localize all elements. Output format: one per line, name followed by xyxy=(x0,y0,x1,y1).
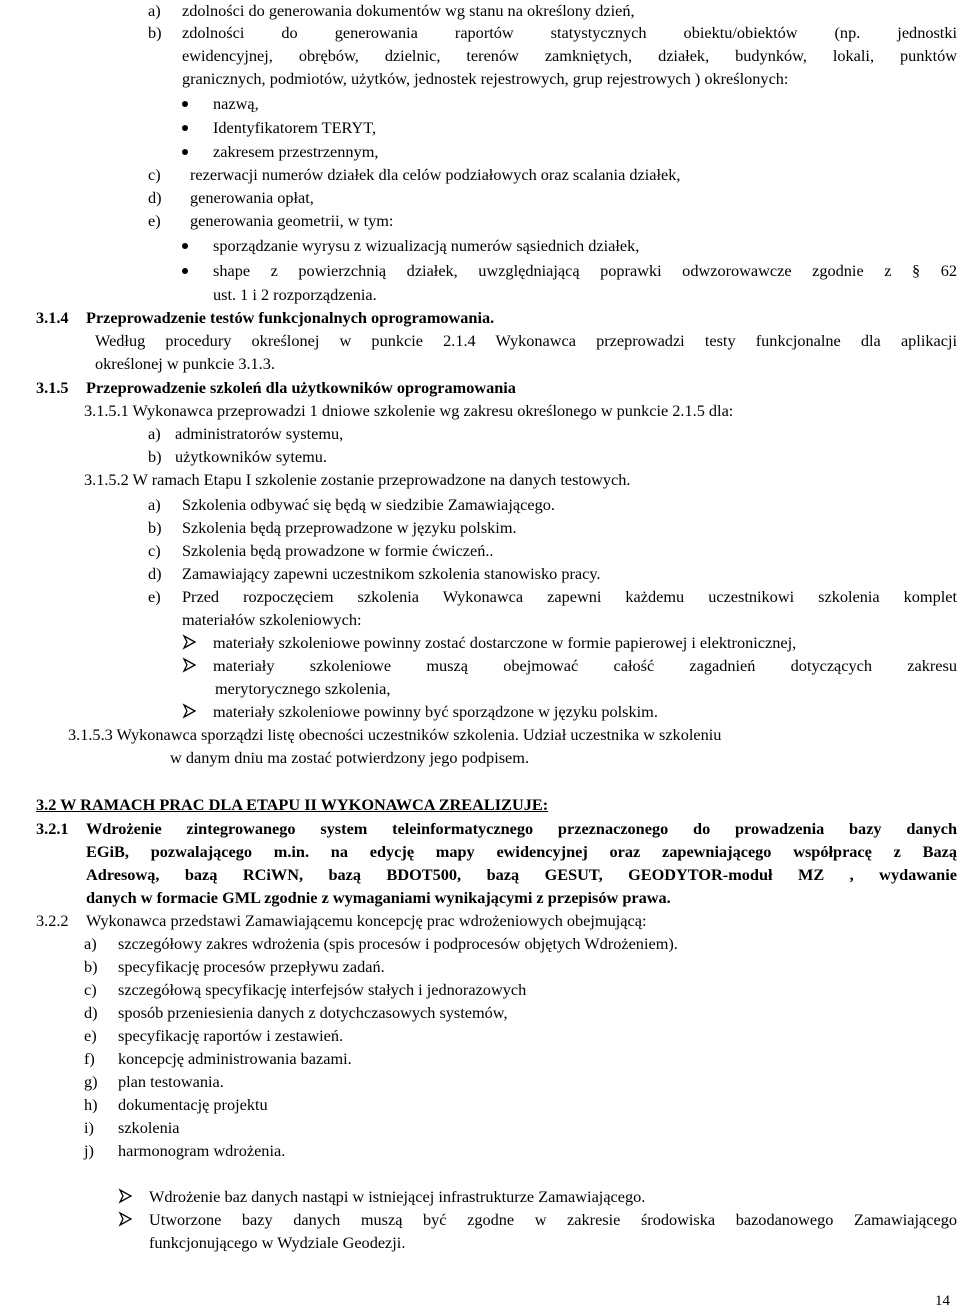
bullet-icon xyxy=(182,101,188,107)
list-item-text: szczegółowy zakres wdrożenia (spis procesów i podprocesów objętych Wdrożeniem). xyxy=(118,934,678,953)
section-number: 3.1.5 xyxy=(36,378,69,397)
list-marker: c) xyxy=(148,165,161,184)
arrow-bullet-icon xyxy=(118,1211,134,1227)
list-marker: b) xyxy=(148,23,162,42)
list-marker: j) xyxy=(84,1141,94,1160)
arrow-bullet-icon xyxy=(182,657,198,673)
arrow-bullet-icon xyxy=(118,1188,134,1204)
list-item-text: generowania opłat, xyxy=(190,188,314,207)
list-marker: b) xyxy=(148,518,162,537)
section-number: 3.2.1 xyxy=(36,819,69,838)
list-item-text: harmonogram wdrożenia. xyxy=(118,1141,286,1160)
paragraph-line: materiałów szkoleniowych: xyxy=(182,610,362,629)
list-marker: f) xyxy=(84,1049,95,1068)
list-marker: a) xyxy=(148,495,161,514)
chapter-heading: 3.2 W RAMACH PRAC DLA ETAPU II WYKONAWCA ZREALIZUJE: xyxy=(36,795,549,814)
list-item-text: dokumentację projektu xyxy=(118,1095,268,1114)
list-item-text: generowania geometrii, w tym: xyxy=(190,211,394,230)
arrow-item: Wdrożenie baz danych nastąpi w istniejącej infrastrukturze Zamawiającego. xyxy=(118,1186,645,1207)
paragraph-line: Wykonawca przedstawi Zamawiającemu koncepcję prac wdrożeniowych obejmującą: xyxy=(86,911,647,930)
list-item-text: Szkolenia będą prowadzone w formie ćwiczeń.. xyxy=(182,541,494,560)
arrow-bullet-icon xyxy=(182,703,198,719)
list-item-text: zdolności do generowania dokumentów wg stanu na określony dzień, xyxy=(182,1,635,20)
paragraph-line: merytorycznego szkolenia, xyxy=(215,679,391,698)
bullet-item: shape z powierzchnią działek, uwzględniającą poprawki odwzorowawcze zgodnie z § 62 xyxy=(182,260,957,281)
list-marker: h) xyxy=(84,1095,98,1114)
bullet-icon xyxy=(182,268,188,274)
list-item-text: Zamawiający zapewni uczestnikom szkolenia stanowisko pracy. xyxy=(182,564,601,583)
list-marker: a) xyxy=(84,934,97,953)
section-number: 3.1.4 xyxy=(36,308,69,327)
list-marker: b) xyxy=(84,957,98,976)
paragraph-line: Według procedury określonej w punkcie 2.1.4 Wykonawca przeprowadzi testy funkcjonalne dla aplikacji xyxy=(95,331,957,350)
section-heading: Przeprowadzenie szkoleń dla użytkowników oprogramowania xyxy=(86,378,516,397)
list-item-text: zdolności do generowania raportów statystycznych obiektu/obiektów (np. jednostki xyxy=(182,23,957,42)
paragraph-line: w danym dniu ma zostać potwierdzony jego podpisem. xyxy=(170,748,530,767)
bullet-icon xyxy=(182,125,188,131)
list-marker: b) xyxy=(148,447,162,466)
list-item-text: szczegółową specyfikację interfejsów stałych i jednorazowych xyxy=(118,980,527,999)
list-marker: d) xyxy=(84,1003,98,1022)
list-item-text: Przed rozpoczęciem szkolenia Wykonawca zapewni każdemu uczestnikowi szkolenia komplet xyxy=(182,587,957,606)
list-item-text: Szkolenia odbywać się będą w siedzibie Zamawiającego. xyxy=(182,495,555,514)
bullet-item: nazwą, xyxy=(182,93,259,114)
list-item-text: specyfikację procesów przepływu zadań. xyxy=(118,957,385,976)
list-marker: d) xyxy=(148,564,162,583)
list-item-text: Szkolenia będą przeprowadzone w języku polskim. xyxy=(182,518,517,537)
bullet-item: sporządzanie wyrysu z wizualizacją numerów sąsiednich działek, xyxy=(182,235,639,256)
section-heading-line: Adresową, bazą RCiWN, bazą BDOT500, bazą GESUT, GEODYTOR-moduł MZ , wydawanie xyxy=(86,865,957,884)
arrow-item: materiały szkoleniowe powinny być sporządzone w języku polskim. xyxy=(182,701,658,722)
bullet-item: zakresem przestrzennym, xyxy=(182,141,378,162)
section-number: 3.2.2 xyxy=(36,911,69,930)
arrow-item: materiały szkoleniowe muszą obejmować całość zagadnień dotyczących zakresu xyxy=(182,655,957,676)
bullet-item: Identyfikatorem TERYT, xyxy=(182,117,376,138)
list-item-text: plan testowania. xyxy=(118,1072,224,1091)
list-item-text: koncepcję administrowania bazami. xyxy=(118,1049,352,1068)
list-marker: c) xyxy=(84,980,97,999)
paragraph-line: określonej w punkcie 3.1.3. xyxy=(95,354,275,373)
list-marker: i) xyxy=(84,1118,94,1137)
paragraph-line: ust. 1 i 2 rozporządzenia. xyxy=(213,285,377,304)
paragraph-line: 3.1.5.3 Wykonawca sporządzi listę obecności uczestników szkolenia. Udział uczestnika w szkoleniu xyxy=(68,725,722,744)
arrow-bullet-icon xyxy=(182,634,198,650)
list-item-text: szkolenia xyxy=(118,1118,180,1137)
list-item-text: użytkowników sytemu. xyxy=(175,447,327,466)
bullet-icon xyxy=(182,149,188,155)
list-item-text: specyfikację raportów i zestawień. xyxy=(118,1026,344,1045)
arrow-item: Utworzone bazy danych muszą być zgodne w zakresie środowiska bazodanowego Zamawiającego xyxy=(118,1209,957,1230)
list-marker: c) xyxy=(148,541,161,560)
list-marker: e) xyxy=(84,1026,97,1045)
section-heading-line: danych w formacie GML zgodnie z wymaganiami wynikającymi z przepisów prawa. xyxy=(86,888,671,907)
list-marker: d) xyxy=(148,188,162,207)
arrow-item: materiały szkoleniowe powinny zostać dostarczone w formie papierowej i elektronicznej, xyxy=(182,632,796,653)
paragraph-line: 3.1.5.1 Wykonawca przeprowadzi 1 dniowe szkolenie wg zakresu określonego w punkcie 2.1.5 dla: xyxy=(84,401,734,420)
list-marker: e) xyxy=(148,211,161,230)
list-marker: g) xyxy=(84,1072,98,1091)
list-marker: e) xyxy=(148,587,161,606)
section-heading: Wdrożenie zintegrowanego system teleinformatycznego przeznaczonego do prowadzenia bazy danych xyxy=(86,819,957,838)
list-item-text: administratorów systemu, xyxy=(175,424,344,443)
section-heading: Przeprowadzenie testów funkcjonalnych oprogramowania. xyxy=(86,308,495,327)
paragraph-line: 3.1.5.2 W ramach Etapu I szkolenie zostanie przeprowadzone na danych testowych. xyxy=(84,470,631,489)
list-item-text: rezerwacji numerów działek dla celów podziałowych oraz scalania działek, xyxy=(190,165,681,184)
paragraph-line: granicznych, podmiotów, użytków, jednostek rejestrowych, grup rejestrowych ) określonych: xyxy=(182,69,789,88)
list-item-text: sposób przeniesienia danych z dotychczasowych systemów, xyxy=(118,1003,508,1022)
list-marker: a) xyxy=(148,424,161,443)
page-number: 14 xyxy=(935,1293,950,1309)
paragraph-line: funkcjonującego w Wydziale Geodezji. xyxy=(149,1233,406,1252)
bullet-icon xyxy=(182,243,188,249)
section-heading-line: EGiB, pozwalającego m.in. na edycję mapy ewidencyjnej oraz zapewniającego współpracę z Bazą xyxy=(86,842,957,861)
paragraph-line: ewidencyjnej, obrębów, dzielnic, terenów zamkniętych, działek, budynków, lokali, punktów xyxy=(182,46,957,65)
list-marker: a) xyxy=(148,1,161,20)
